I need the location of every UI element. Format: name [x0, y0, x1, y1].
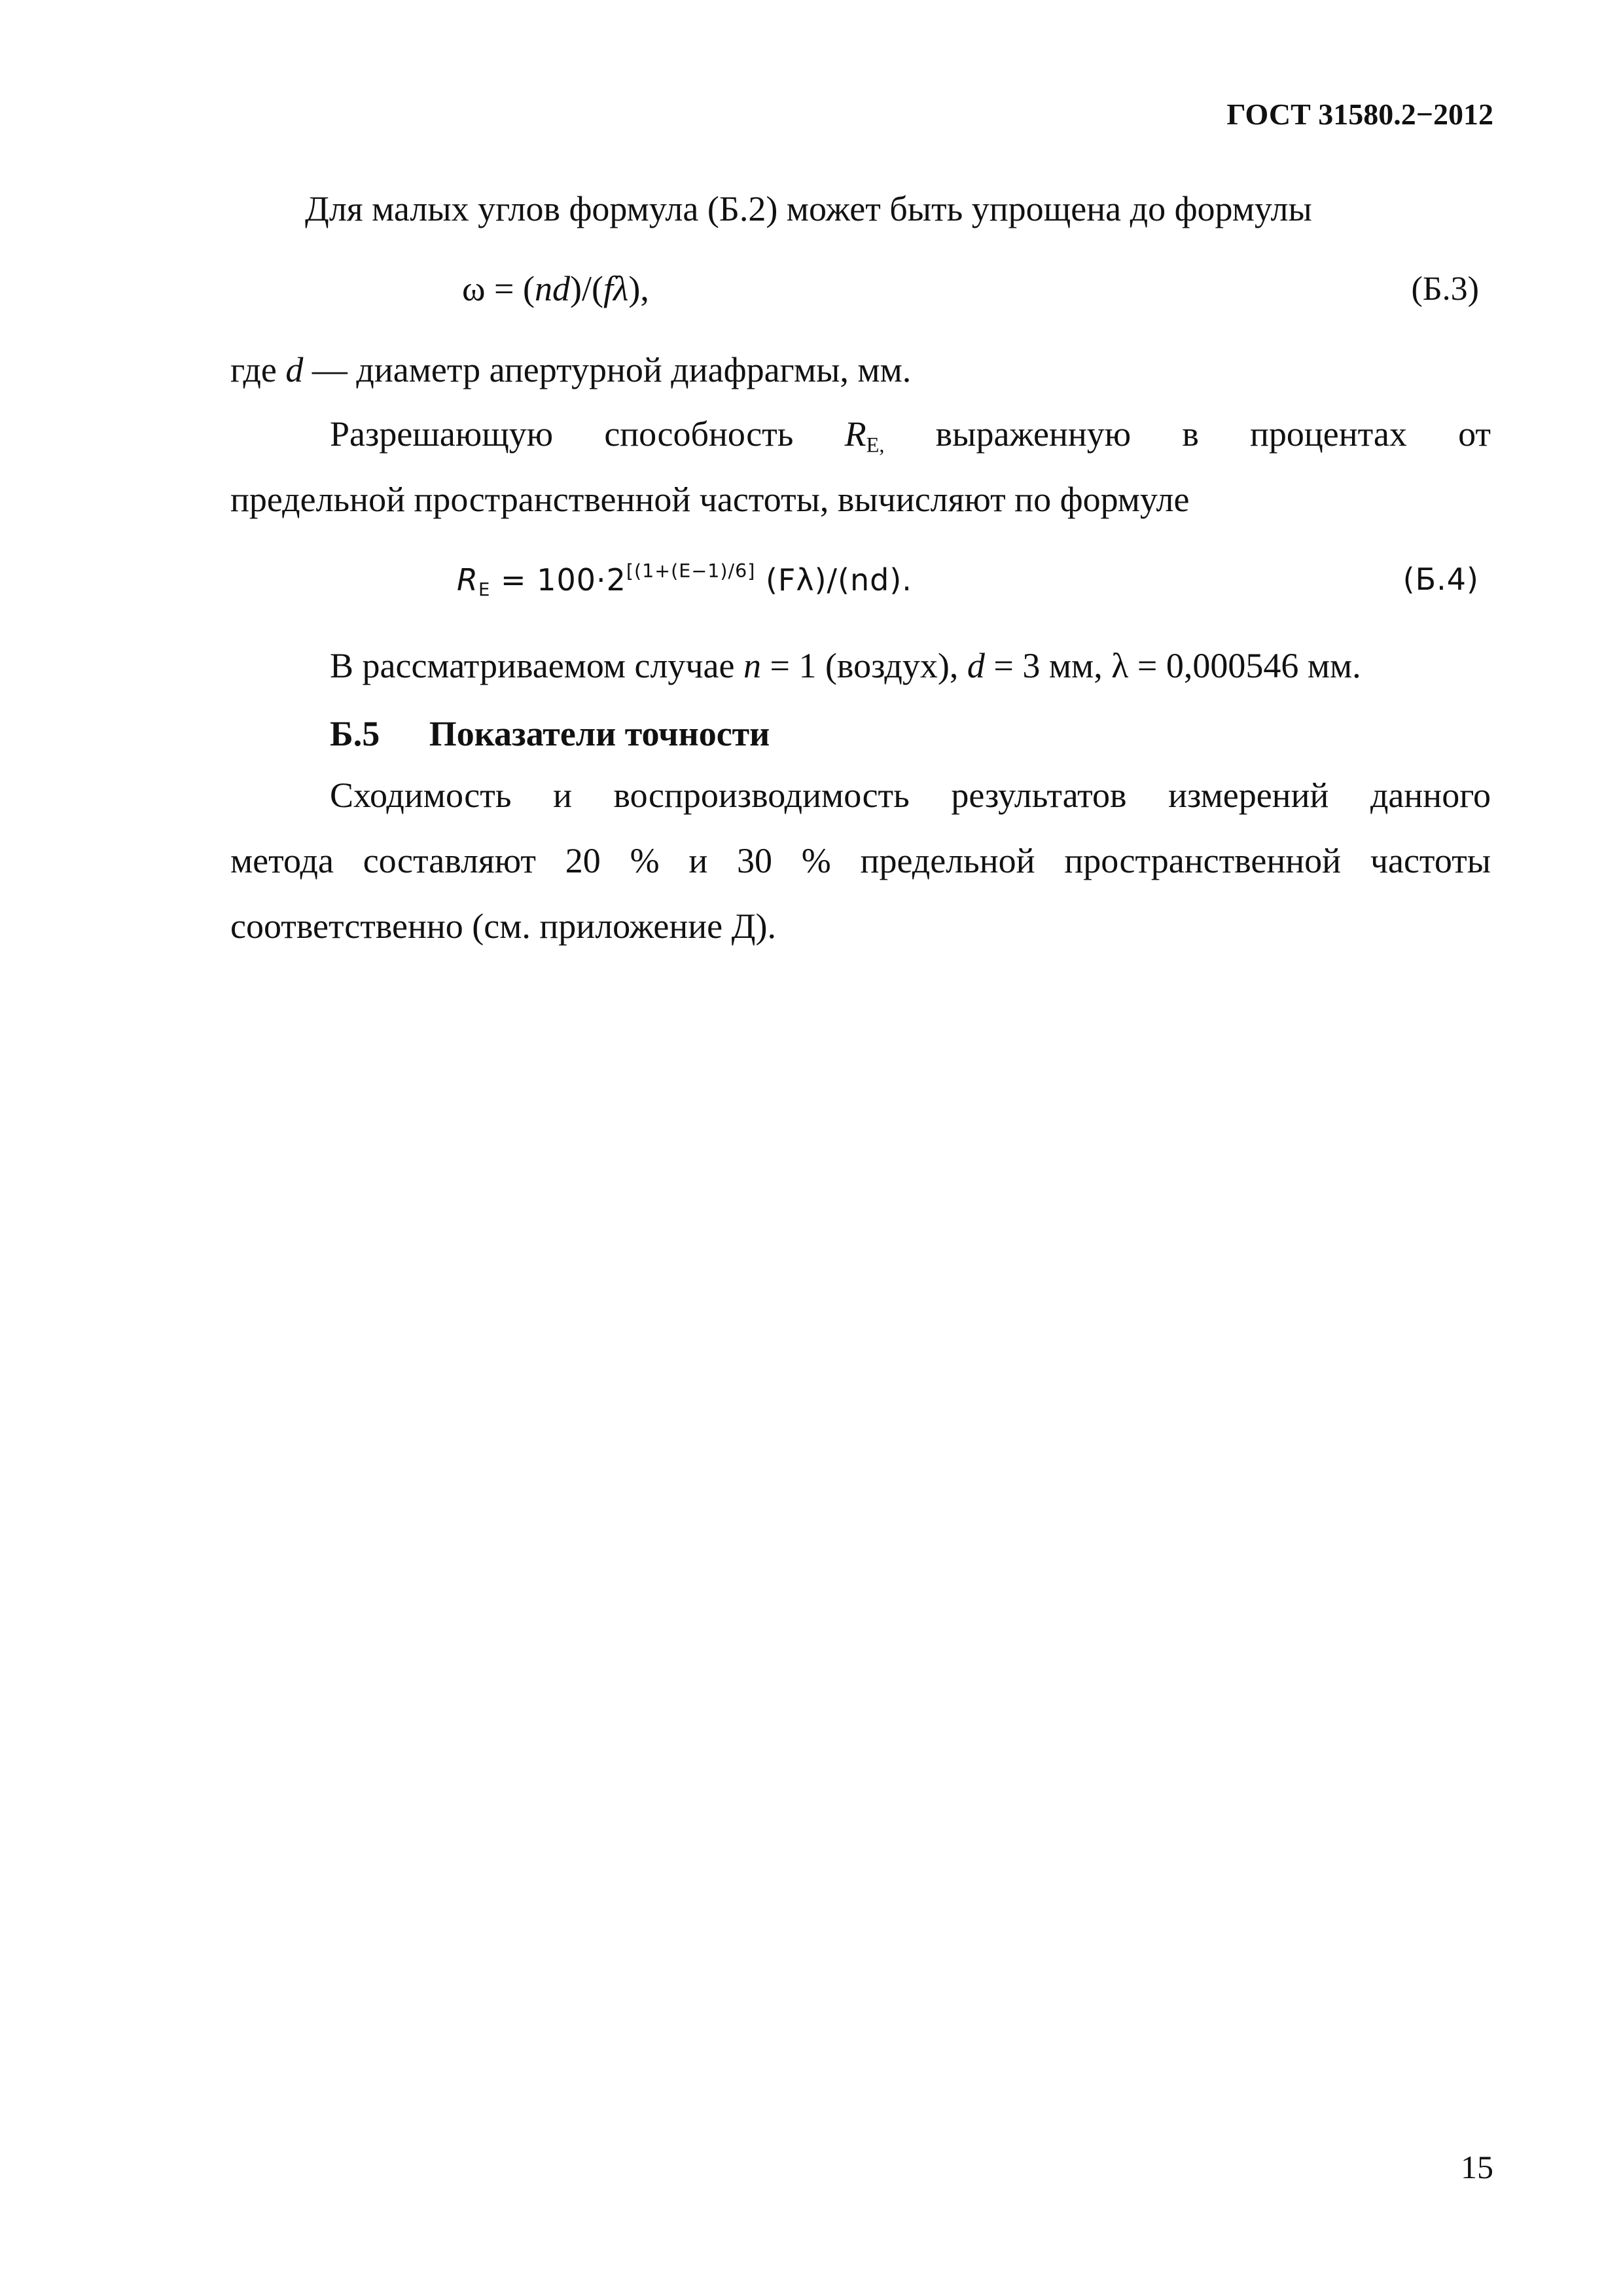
page-number: 15 [1461, 2149, 1493, 2185]
formula-b4 [457, 560, 912, 600]
variable-re-subscript: E, [866, 433, 885, 457]
formula-b3 [462, 268, 649, 309]
paragraph-accuracy-line1: Сходимость и воспроизводимость результатов измерений данного [330, 776, 1491, 815]
paragraph-intro: Для малых углов формула (Б.2) может быть упрощена до формулы [305, 189, 1312, 228]
document-header: ГОСТ 31580.2−2012 [1226, 98, 1493, 131]
word-v: в [1182, 414, 1199, 454]
case-middle: = 1 (воздух), [761, 646, 967, 685]
formula-b3-fl: fλ [603, 269, 629, 308]
word-razreshayushchuyu: Разрешающую [330, 414, 554, 454]
word-sposobnost: способность [604, 414, 794, 454]
where-description: — диаметр апертурной диафрагмы, мм. [303, 350, 912, 389]
case-suffix: = 3 мм, λ = 0,000546 мм. [984, 646, 1361, 685]
equation-number-b4: (Б.4) [1402, 562, 1479, 597]
formula-b4-eq: = 100·2 [490, 562, 626, 598]
formula-b4-subscript: E [478, 579, 491, 601]
word-protsentakh: процентах [1250, 414, 1407, 454]
formula-b4-rest: (Fλ)/(nd). [755, 562, 912, 598]
paragraph-where [230, 352, 911, 387]
equation-number-b3: (Б.3) [1411, 270, 1479, 308]
paragraph-resolution-line2: предельной пространственной частоты, вычисляют по формуле [230, 480, 1190, 519]
formula-b3-nd: nd [534, 269, 570, 308]
word-ot: от [1458, 414, 1491, 454]
case-variable-d: d [967, 646, 985, 685]
section-number: Б.5 [330, 714, 380, 753]
formula-b3-lhs: ω = ( [462, 269, 535, 308]
paragraph-accuracy-line3: соответственно (см. приложение Д). [230, 906, 776, 946]
paragraph-resolution-line1 [330, 416, 1491, 456]
word-vyrazhennuyu: выраженную [935, 414, 1132, 454]
where-variable: d [285, 350, 304, 389]
formula-b3-end: ), [628, 269, 649, 308]
paragraph-accuracy-line2: метода составляют 20 % и 30 % предельной пространственной частоты [230, 841, 1491, 880]
where-prefix: где [230, 350, 286, 389]
case-prefix: В рассматриваемом случае [330, 646, 743, 685]
formula-b4-r: R [457, 562, 478, 598]
case-variable-n: n [743, 646, 761, 685]
variable-re [845, 416, 885, 456]
section-title: Показатели точности [429, 714, 770, 753]
section-heading [330, 713, 770, 754]
formula-b4-exponent: [(1+(E−1)/6] [626, 560, 756, 582]
variable-r: R [844, 414, 866, 454]
paragraph-case [330, 648, 1361, 683]
formula-b3-mid: )/( [569, 269, 603, 308]
